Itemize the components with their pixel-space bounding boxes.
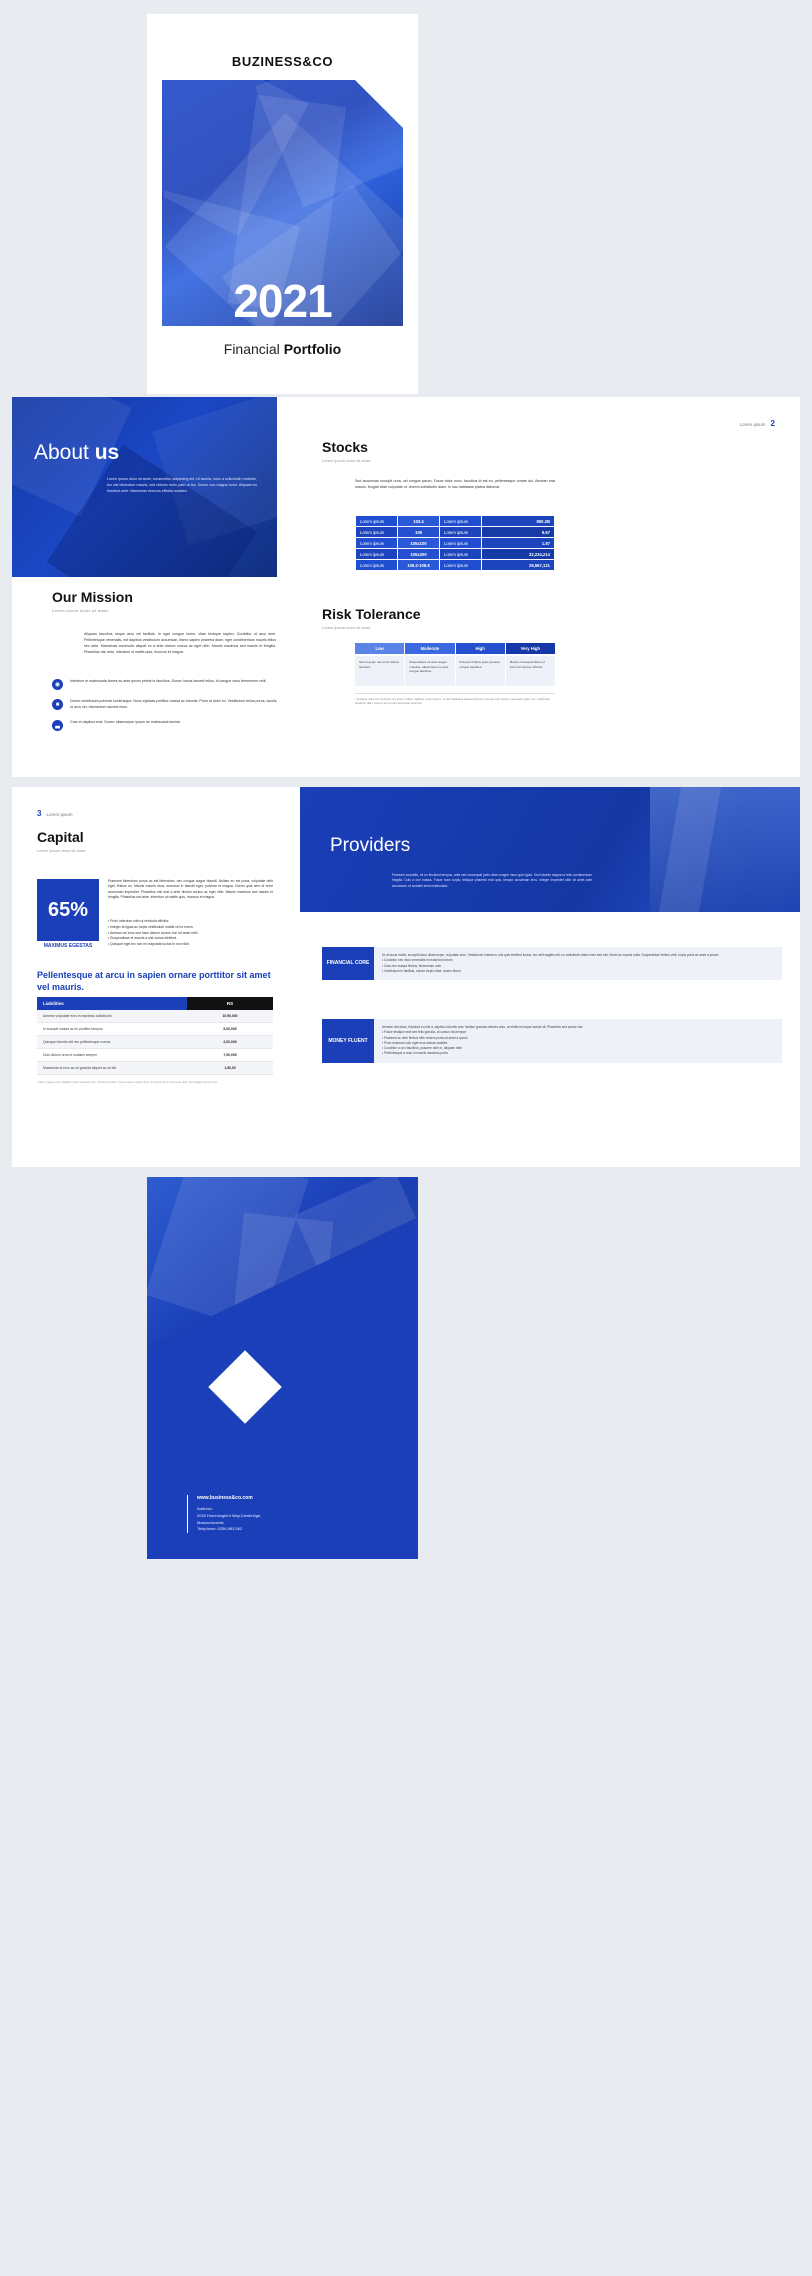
cell-label: Lorem ipsum: [356, 538, 398, 549]
table-row: [37, 1023, 273, 1036]
cell-label-2: Lorem ipsum: [440, 560, 482, 571]
cover-page: [147, 14, 418, 394]
list-item-text: Interdum et malesuada fames ac ante ipsum primis in faucibus. Donec luctus laoreet tellus, id congue risus fermentum velit.: [70, 679, 267, 683]
cell-value-2: 32,234,214: [482, 549, 555, 560]
capital-block: [37, 829, 85, 853]
table-row: [37, 1062, 273, 1075]
about-heading-light: About: [34, 441, 95, 464]
page-header: [740, 419, 775, 428]
brand-title: BUZINESS&CO: [231, 54, 334, 69]
risk-block: [322, 606, 421, 630]
liabilities-table: [37, 997, 273, 1075]
mission-block: [52, 589, 282, 613]
cell-label-2: Lorem ipsum: [440, 527, 482, 538]
column-header-liabilities: Liabilities: [37, 997, 187, 1010]
stocks-title: Stocks: [322, 439, 368, 455]
table-row: [37, 1049, 273, 1062]
capital-body-text: Praesent bibendum purus ac est bibendum, nec congue augue blandit. Nullam eu est porta, vulputate nibh eget, finibus mi. Mauris mauris risus, euismod in blandit eget, pulvinar et magna. Donec quis sem id enim accumsan imperdiet. Phasellus nisi erat a ante dictum cursus ac eget nibh. Mauris maximus sed mauris et fringilla. Phasellus nisi ante, interdum ut mattis quis, rhoncus et magna.: [108, 879, 273, 900]
cell-value: 7,00,000: [187, 1049, 273, 1062]
cell-label: In suscipit massa ac ex porttitor tempus: [37, 1023, 187, 1036]
risk-cell-high: Praesent finibus justo posuere congue faucibus.: [456, 656, 506, 686]
address-line: 2029 Hummingbird Way,Cambridge,: [197, 1512, 262, 1518]
cell-value-2: 28,567,121: [482, 560, 555, 571]
list-item: [52, 679, 280, 690]
lock-icon: ■: [52, 699, 63, 710]
table-row: [37, 1010, 273, 1023]
cell-value-2: 1.87: [482, 538, 555, 549]
bullet-item: • Suspendisse et mauris a nisi varius eleifend.: [108, 936, 273, 942]
cell-label: Lorem ipsum: [356, 549, 398, 560]
stocks-body-text: Sed accumsan suscipit urna, vel congue ipsum. Fusce dolor nunc, faucibus id est eu, pellentesque ornare dui. Aenean erat mauris, feugiat vitae vulputate ut, viverra sollicitudin diam. In hac habitasse platea dictumst.: [355, 479, 555, 489]
risk-cell-low: Sed et quam nec tortor finibus tincidunt.: [355, 656, 405, 686]
bullet-item: • Proin euismod odio eget eros lacinia sodales: [382, 1041, 774, 1046]
cover-year: 2021: [233, 275, 332, 326]
providers-panel: [300, 787, 800, 912]
table-row: [356, 538, 555, 549]
bullet-item: • Quisque eget leo non mi vulputate luctus in non nibh.: [108, 942, 273, 948]
stocks-subtitle: Lorem ipsum dolor sit amet: [322, 458, 371, 463]
capital-title: Capital: [37, 829, 84, 845]
feature-body: [374, 1019, 782, 1063]
cell-label: Lorem ipsum: [356, 516, 398, 527]
bullet-item: • Proin interdum nibh ut vehicula efficitur.: [108, 919, 273, 925]
feature-financial-core: [322, 947, 782, 980]
tab-very-high[interactable]: Very High: [506, 643, 555, 654]
bullet-item: • Praesent ac nibh finibus nibh viverra porta sit amet a ipsum: [382, 1036, 774, 1041]
cell-label: Lorem ipsum: [356, 527, 398, 538]
risk-cell-very-high: Mauris consequat libero ut tortor fermentum efficitur.: [506, 656, 555, 686]
back-cover-footer: [187, 1495, 387, 1533]
address-line: Telephone: 0256.983.562: [197, 1526, 243, 1532]
bullet-item: • Aenean vel eros sed risus dictum cursus non sit amet nibh.: [108, 931, 273, 937]
cell-value: 2,00,000: [187, 1036, 273, 1049]
chart-icon: ▃: [52, 720, 63, 731]
mission-title: Our Mission: [52, 589, 133, 605]
mission-body-text: Aliquam faucibus neque arcu vel facilisis. In eget congue lorem, vitae tristique sapien. Curabitur ut arcu sem. Pellentesque venenatis, est dapibus vestibulum accumsan, libero sapien pharetra diam, eget condimentum mauris tellus nec ante. Maecenas commodo aliquet ex a ante dictum cursus ac eget nibh. Mauris maximus sed mauris et fringilla. Phasellus nisi ante, interdum ut mattis quis, rhoncus et magna.: [84, 632, 276, 654]
table-row: [356, 560, 555, 571]
risk-cell-moderate: Suspendisse sit amet augue molestie, ullamcorper mi quis, congue faucibus.: [405, 656, 455, 686]
cell-value: 109: [398, 527, 440, 538]
providers-body-text: Praesent convallis, mi eu tincidunt tempus, ante sed consequat justo vitae congue risus quis ligula. Sed lobortis magna ut felis condimentum fringilla. Duis a orci massa. Fusce nunc turpis, tristique pharetra erat quis, tempor accumsan eros. Integer imperdiet nibh sit amet ante accumsan, et sodales enim malesuada.: [392, 873, 592, 888]
tab-high[interactable]: High: [456, 643, 506, 654]
bullet-item: • Vestibulum in facilisis, rutrum turpis vitae, auctor libero: [382, 969, 774, 974]
page-2-right-column: [300, 397, 800, 777]
mission-subtitle: Lorem ipsum dolor sit amet: [52, 608, 109, 613]
cell-value: 106.2-108.8: [398, 560, 440, 571]
cover-subtitle: [147, 341, 418, 357]
feature-label: FINANCIAL CORE: [322, 947, 374, 980]
liabilities-footnote: • Nam magna eros, dapibus vitae maximus non, tincidunt id diam. Sed posuere ligula urna, ut ornare nunc commodo quis. Sed sagittis purus velit.: [37, 1080, 218, 1084]
list-item: [52, 699, 280, 711]
percentage-badge: 65%: [37, 879, 99, 941]
cell-label: Quisque lobortis elit nec pellentesque cursus: [37, 1036, 187, 1049]
risk-tabs[interactable]: [355, 643, 555, 654]
about-heading: [34, 441, 119, 465]
page-number: 3: [37, 809, 42, 818]
website-url[interactable]: www.business&co.com: [197, 1495, 253, 1501]
cell-label-2: Lorem ipsum: [440, 538, 482, 549]
stocks-block: [322, 439, 370, 463]
corner-cut: [355, 80, 403, 128]
tab-low[interactable]: Low: [355, 643, 405, 654]
feature-text: Ut at lacus mollis, suscipit lacus ullamcorper, vulputate arcu. Vestibulum interdum, nisi quis eleifend luctus, leo velit sagittis elit, eu sollicitudin diam enim sed nisl. Morbi ac mauris nulla. Suspendisse finibus velit, turpis porta sit amet a ipsum.: [382, 953, 720, 957]
cell-value: 5,00,000: [187, 1023, 273, 1036]
cell-value: 105x100: [398, 538, 440, 549]
address-block: [197, 1506, 387, 1533]
cell-value: 105x300: [398, 549, 440, 560]
address-line: Massachusetts: [197, 1519, 224, 1525]
list-item-text: Cras et dapibus erat. Donec ullamcorper ipsum ac malesuada lacinia.: [70, 719, 181, 724]
column-header-rs: RS: [187, 997, 273, 1010]
about-heading-bold: us: [94, 441, 120, 464]
risk-footnote: • Quisque nulla orci hendrerit nec ipsum mattis, dapibus cursus ipsum. In hac habitasse platea dictumst. Aenean odio massa, venenatis quam non, sollicitudin hendrerit diam. Duis in leo ut odio accumsan pharetra.: [355, 693, 555, 706]
risk-title: Risk Tolerance: [322, 606, 421, 622]
providers-photo: [650, 787, 800, 912]
about-panel: [12, 397, 277, 577]
page-number: 2: [770, 419, 775, 428]
risk-cells: [355, 656, 555, 686]
cell-label: Lorem ipsum: [356, 560, 398, 571]
page-2: [12, 397, 800, 777]
liabilities-heading: Pellentesque at arcu in sapien ornare porttitor sit amet vel mauris.: [37, 970, 271, 993]
back-cover-page: [147, 1177, 418, 1559]
page-header-label: Lorem ipsum: [739, 422, 766, 427]
pin-icon: ◉: [52, 679, 63, 690]
table-row: [37, 1036, 273, 1049]
bullet-item: • Curabitur a orci faucibus, posuere nibh in, aliquam nibh: [382, 1046, 774, 1051]
risk-subtitle: Lorem ipsum dolor sit amet: [322, 625, 371, 630]
bullet-item: • Integer at ligula ac turpis vestibulum mattis vel ut lorem.: [108, 925, 273, 931]
page-header: [37, 809, 72, 818]
cell-value: 1,50,00: [187, 1062, 273, 1075]
cell-value-2: 9.67: [482, 527, 555, 538]
cell-value-2: 850.2B: [482, 516, 555, 527]
cell-label: Maecenas id eros ac mi gravida aliquet ac sit elit: [37, 1062, 187, 1075]
table-row: [356, 549, 555, 560]
table-row: [356, 516, 555, 527]
cell-value: 103.4: [398, 516, 440, 527]
address-label: Address:: [197, 1506, 213, 1511]
cell-label: Duis dictum urna ut sodales semper: [37, 1049, 187, 1062]
cell-label-2: Lorem ipsum: [440, 549, 482, 560]
capital-bullets: [108, 919, 273, 948]
mission-list: [52, 679, 280, 740]
cell-label: Aenean vulputate eros in maximus sollicitudin: [37, 1010, 187, 1023]
cell-label-2: Lorem ipsum: [440, 516, 482, 527]
bullet-item: • Fusce tristique erat sed felis gravida, at cursus nisl tempor: [382, 1030, 774, 1035]
about-body-text: Lorem ipsum dolor sit amet, consectetur adipiscing elit. Ut lacinia, nunc a sollicitudin molestie, leo nisi bibendum mauris, sed ultrices enim justo ut leo. Donec non magna tortor. Aliquam eu tincidunt ante. Maecenas rhoncus efficitur sodales.: [107, 477, 257, 493]
feature-text: Aenean nisi diam, tincidunt eu nisl a, dapibus lobortis erat. Nullam gravida ultricies arcu, at eleifend neque lacinia sit. Phasellus sed auctor nisl.: [382, 1025, 584, 1029]
table-header-row: [37, 997, 273, 1010]
table-row: [356, 527, 555, 538]
feature-money-fluent: [322, 1019, 782, 1063]
tab-moderate[interactable]: Moderate: [405, 643, 455, 654]
bullet-item: • Pellentesque a arcu in mauris maximus porta: [382, 1051, 774, 1056]
capital-subtitle: Lorem ipsum dolor sit amet: [37, 848, 86, 853]
list-item: [52, 720, 280, 731]
page-header-label: Lorem ipsum: [46, 812, 73, 817]
percentage-caption: MAXIMUS EGESTAS: [43, 943, 93, 949]
bullet-item: • Curabitur nec risus venenatis mi euismod rutrum: [382, 958, 774, 963]
cover-subtitle-bold: Portfolio: [283, 341, 342, 357]
providers-title: Providers: [330, 835, 411, 856]
cell-value: 10.50,000: [187, 1010, 273, 1023]
feature-body: [374, 947, 782, 980]
cover-subtitle-light: Financial: [223, 341, 284, 357]
page-3: [12, 787, 800, 1167]
list-item-text: Donec vestibulum pulvinar scelerisque. Nunc egestas porttitor massa ac lobortis. Proin at dolor mi. Vestibulum tellus purus, iaculis et arcu vel, elementum laoreet risus.: [70, 699, 277, 709]
bullet-item: • Cras nec massa finibus, fermentum odio: [382, 964, 774, 969]
feature-label: MONEY FLUENT: [322, 1019, 374, 1063]
stocks-table: [355, 515, 555, 571]
cover-artwork: [162, 80, 403, 326]
